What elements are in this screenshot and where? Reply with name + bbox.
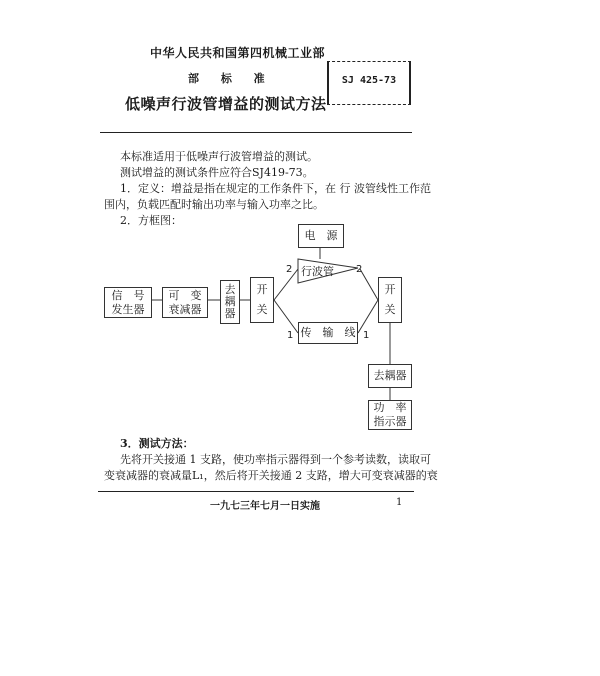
variable-attenuator-line1: 可 变 [168, 288, 202, 302]
page-number: 1 [396, 497, 403, 508]
connector-line-sw2 [358, 300, 378, 333]
standard-code: SJ 425-73 [341, 75, 397, 86]
connector-twt-sw2 [360, 269, 378, 300]
signal-generator-line1: 信 号 [111, 288, 145, 302]
footer-rule [98, 491, 414, 492]
signal-generator-box [104, 287, 152, 318]
power-supply-label: 电 源 [304, 229, 338, 242]
document-title: 低噪声行波管增益的测试方法 [125, 95, 327, 113]
decoupler-1-box [220, 280, 240, 324]
paragraph-method-line1: 先将开关接通 1 支路，使功率指示器得到一个参考读数，读取可 [120, 453, 431, 466]
effective-date: 一九七三年七月一日实施 [210, 501, 320, 512]
transmission-line-box [298, 322, 358, 344]
paragraph-definition-line2: 围内，负载匹配时输出功率与输入功率之比。 [104, 198, 324, 211]
decoupler-1-char3: 器 [224, 307, 236, 320]
paragraph-method-line2: 变衰减器的衰减量L₁，然后将开关接通 2 支路，增大可变衰减器的衰 [104, 469, 438, 482]
switch-1-char2: 关 [256, 303, 268, 316]
power-meter-box [368, 400, 412, 430]
connector-sw1-line [274, 300, 298, 333]
transmission-line-label: 传 输 线 [300, 326, 356, 339]
paragraph-definition-line1: 1．定义：增益是指在规定的工作条件下，在 行 波管线性工作范 [120, 182, 431, 195]
switch-2-char1: 开 [384, 283, 396, 296]
port-2-right: 2 [356, 264, 363, 275]
ministry-name: 中华人民共和国第四机械工业部 [150, 46, 326, 60]
standard-type: 部 标 准 [188, 72, 265, 85]
port-1-left: 1 [287, 330, 294, 341]
switch-2-box [378, 277, 402, 323]
paragraph-conditions: 测试增益的测试条件应符合SJ419-73。 [120, 166, 314, 179]
port-2-left: 2 [286, 264, 293, 275]
power-meter-line2: 指示器 [373, 415, 407, 428]
paragraph-scope: 本标准适用于低噪声行波管增益的测试。 [120, 150, 318, 163]
signal-generator-line2: 发生器 [111, 302, 145, 316]
power-meter-line1: 功 率 [373, 401, 407, 414]
decoupler-1-char1: 去 [224, 283, 236, 296]
decoupler-2-label: 去耦器 [373, 369, 407, 382]
power-supply-box [298, 224, 344, 248]
switch-1-char1: 开 [256, 283, 268, 296]
variable-attenuator-box [162, 287, 208, 318]
switch-1-box [250, 277, 274, 323]
decoupler-2-box [368, 364, 412, 388]
section-test-method: 3．测试方法： [120, 437, 194, 450]
section-block-diagram: 2．方框图： [120, 214, 182, 227]
switch-2-char2: 关 [384, 303, 396, 316]
variable-attenuator-line2: 衰减器 [168, 302, 202, 316]
decoupler-1-char2: 耦 [224, 295, 236, 308]
twt-label: 行波管 [301, 265, 334, 278]
port-1-right: 1 [363, 330, 370, 341]
